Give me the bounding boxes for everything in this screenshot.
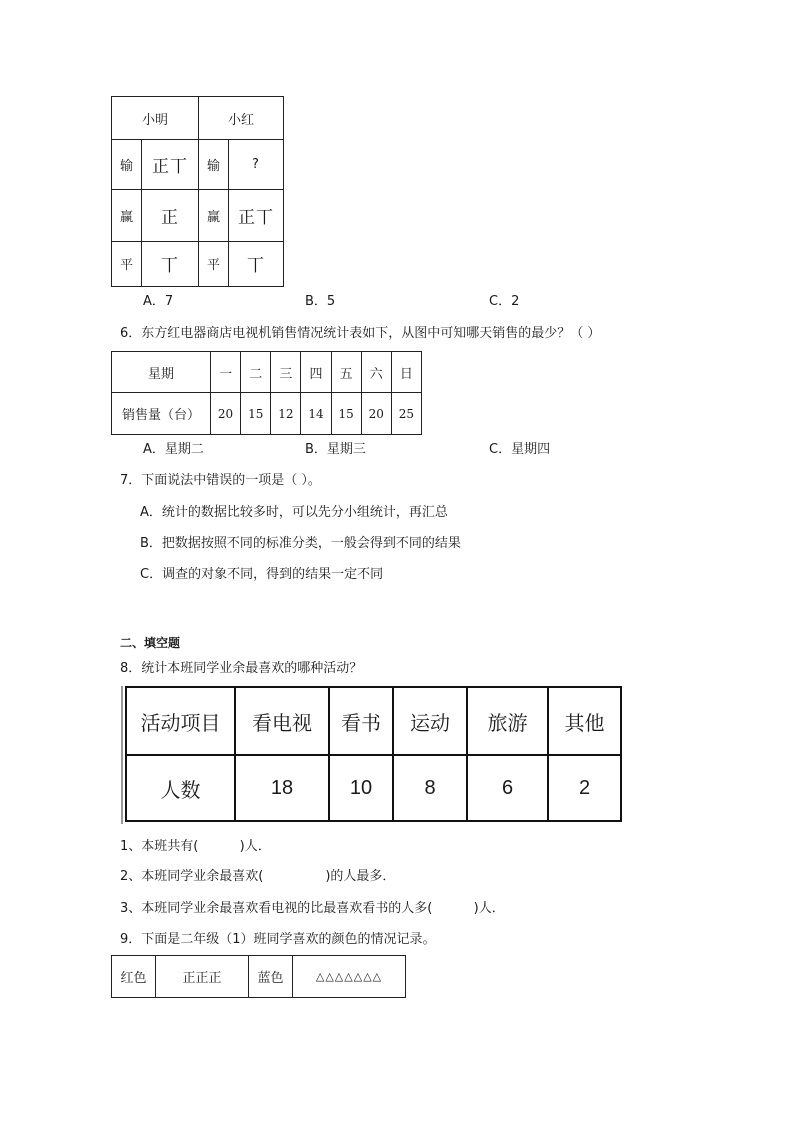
q6-value-cell: 15 [241, 393, 271, 435]
q5-option-a[interactable]: A．7 [143, 294, 174, 309]
q8-header-cell: 看电视 [235, 687, 329, 755]
q6-day-cell: 二 [241, 352, 271, 393]
q5-tally-cell: 正丅 [142, 140, 199, 190]
q6-row-label-weekday: 星期 [112, 352, 211, 393]
q5-tally-cell: 正丅 [229, 190, 284, 241]
q6-day-cell: 五 [331, 352, 361, 393]
q6-day-cell: 三 [271, 352, 301, 393]
q6-value-cell: 12 [271, 393, 301, 435]
q6-value-cell: 14 [301, 393, 331, 435]
q7-option-a[interactable]: A．统计的数据比较多时，可以先分小组统计，再汇总 [140, 505, 448, 520]
q5-row-label: 平 [199, 241, 229, 286]
q8-activity-table [125, 686, 622, 822]
q8-value-cell: 8 [393, 755, 467, 821]
q8-sub-1: 1、本班共有( )人． [120, 839, 271, 854]
q6-day-cell: 日 [391, 352, 421, 393]
q5-row-label: 平 [112, 241, 142, 286]
q8-value-cell: 6 [467, 755, 548, 821]
q5-row-label: 输 [112, 140, 142, 190]
q8-header-cell: 运动 [393, 687, 467, 755]
q7-question: 7．下面说法中错误的一项是（ ）。 [120, 473, 321, 488]
q9-color-label: 蓝色 [249, 956, 293, 998]
q6-value-cell: 25 [391, 393, 421, 435]
q7-option-b[interactable]: B．把数据按照不同的标准分类，一般会得到不同的结果 [140, 536, 461, 551]
q9-tally-cell: 正正正 [156, 956, 249, 998]
section-title: 二、填空题 [120, 636, 181, 650]
q5-row-label: 输 [199, 140, 229, 190]
q5-header-xiaohong: 小红 [199, 97, 284, 140]
q6-option-b[interactable]: B．星期三 [305, 442, 366, 457]
q6-day-cell: 六 [361, 352, 391, 393]
q9-tally-cell: △△△△△△△ [293, 956, 406, 998]
q5-row-label: 赢 [112, 190, 142, 241]
q8-header-cell: 旅游 [467, 687, 548, 755]
q9-question: 9．下面是二年级（1）班同学喜欢的颜色的情况记录。 [120, 932, 436, 947]
q5-option-c[interactable]: C．2 [489, 294, 520, 309]
q5-row-label: 赢 [199, 190, 229, 241]
q9-color-table [111, 955, 406, 998]
q5-tally-cell: 正 [142, 190, 199, 241]
q8-header-cell: 活动项目 [126, 687, 235, 755]
q8-sub-3: 3、本班同学业余最喜欢看电视的比最喜欢看书的人多( )人． [120, 901, 505, 916]
q5-tally-cell: 丅 [142, 241, 199, 286]
q5-tally-cell: 丅 [229, 241, 284, 286]
q6-option-c[interactable]: C．星期四 [489, 442, 551, 457]
q8-sub-2: 2、本班同学业余最喜欢( )的人最多． [120, 869, 396, 884]
q6-day-cell: 四 [301, 352, 331, 393]
q6-day-cell: 一 [211, 352, 241, 393]
q9-color-label: 红色 [112, 956, 156, 998]
q7-option-c[interactable]: C．调查的对象不同，得到的结果一定不同 [140, 567, 384, 582]
q8-header-cell: 看书 [329, 687, 393, 755]
q5-tally-cell: ? [229, 140, 284, 190]
q5-option-b[interactable]: B．5 [305, 294, 336, 309]
q8-question: 8．统计本班同学业余最喜欢的哪种活动？ [120, 661, 363, 676]
q6-value-cell: 15 [331, 393, 361, 435]
q6-sales-table [111, 351, 422, 435]
q5-header-xiaoming: 小明 [112, 97, 199, 140]
q8-table-frame [121, 686, 622, 824]
q8-value-cell: 18 [235, 755, 329, 821]
q8-value-label: 人数 [126, 755, 235, 821]
q5-tally-table [111, 96, 284, 287]
q6-value-cell: 20 [211, 393, 241, 435]
q6-value-cell: 20 [361, 393, 391, 435]
q6-option-a[interactable]: A．星期二 [143, 442, 204, 457]
q6-row-label-sales: 销售量（台） [112, 393, 211, 435]
q8-header-cell: 其他 [548, 687, 621, 755]
q8-value-cell: 2 [548, 755, 621, 821]
q8-value-cell: 10 [329, 755, 393, 821]
q6-question: 6．东方红电器商店电视机销售情况统计表如下，从图中可知哪天销售的最少？（ ） [120, 326, 601, 341]
